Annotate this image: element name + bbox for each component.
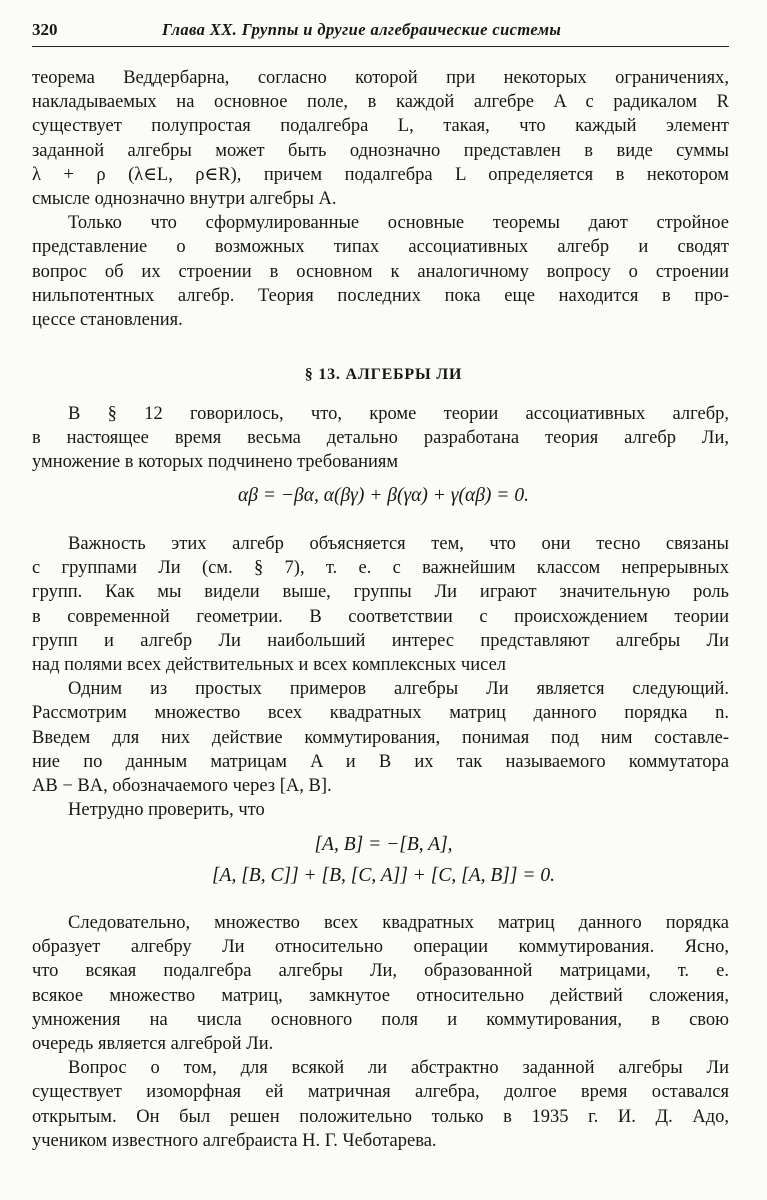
- text-line: в современной геометрии. В соответствии с происхождением теории: [32, 606, 729, 627]
- text-line: существует полупростая подалгебра L, такая, что каждый элемент: [32, 116, 729, 137]
- formula-commutator-antisymmetry: [A, B] = −[B, A],: [314, 834, 453, 855]
- text-line: ние по данным матрицам A и B их так называемого коммутатора: [32, 751, 729, 772]
- text-line: очередь является алгеброй Ли.: [32, 1033, 274, 1054]
- text-line: Нетрудно проверить, что: [68, 800, 265, 821]
- text-line: умножение в которых подчинено требованиям: [32, 452, 399, 473]
- text-line: групп. Как мы видели выше, группы Ли играют значительную роль: [32, 582, 729, 603]
- text-line: представление о возможных типах ассоциативных алгебр и сводят: [32, 237, 729, 258]
- text-line: Следовательно, множество всех квадратных матриц данного порядка: [68, 913, 729, 933]
- text-line: с группами Ли (см. § 7), т. е. с важнейшим классом непрерывных: [32, 558, 729, 579]
- text-line: λ + ρ (λ∈L, ρ∈R), причем подалгебра L определяется в некотором: [32, 164, 729, 185]
- text-line: В § 12 говорилось, что, кроме теории ассоциативных алгебр,: [68, 404, 729, 424]
- running-title: Глава XX. Группы и другие алгебраические системы: [162, 20, 562, 39]
- text-line: существует изоморфная ей матричная алгебра, долгое время оставался: [32, 1082, 729, 1103]
- text-line: накладываемых на основное поле, в каждой алгебре A с радикалом R: [32, 92, 729, 113]
- text-line: вопрос об их строении в основном к аналогичному вопросу о строении: [32, 261, 729, 282]
- formula-lie-axioms: αβ = −βα, α(βγ) + β(γα) + γ(αβ) = 0.: [238, 485, 529, 506]
- text-line: что всякая подалгебра алгебры Ли, образованной матрицами, т. е.: [32, 961, 729, 982]
- text-line: нильпотентных алгебр. Теория последних пока еще находится в про-: [32, 285, 729, 306]
- text-line: в настоящее время весьма детально разработана теория алгебр Ли,: [32, 428, 729, 449]
- text-block-importance: [32, 532, 729, 822]
- text-line: AB − BA, обозначаемого через [A, B].: [32, 775, 332, 796]
- text-line: учеником известного алгебраиста Н. Г. Чеботарева.: [32, 1130, 437, 1151]
- text-line: всякое множество матриц, замкнутое относительно действий сложения,: [32, 985, 729, 1006]
- text-block-wedderburn: [32, 66, 729, 332]
- text-line: над полями всех действительных и всех комплексных чисел: [32, 654, 507, 675]
- text-line: открытым. Он был решен положительно только в 1935 г. И. Д. Адо,: [32, 1106, 729, 1127]
- text-line: групп и алгебр Ли наибольший интерес представляют алгебры Ли: [32, 630, 729, 651]
- text-line: Важность этих алгебр объясняется тем, что они тесно связаны: [68, 534, 729, 554]
- text-block-lie-intro: [32, 402, 729, 475]
- formula-jacobi-identity: [A, [B, C]] + [B, [C, A]] + [C, [A, B]] = 0.: [211, 865, 556, 886]
- text-line: Только что сформулированные основные теоремы дают стройное: [68, 213, 729, 234]
- text-line: Рассмотрим множество всех квадратных матриц данного порядка n.: [32, 703, 729, 724]
- text-line: образует алгебру Ли относительно операции коммутирования. Ясно,: [32, 937, 729, 958]
- text-line: Вопрос о том, для всякой ли абстрактно заданной алгебры Ли: [68, 1058, 729, 1079]
- page-number: 320: [32, 20, 58, 39]
- text-line: Введем для них действие коммутирования, понимая под ним составле-: [32, 727, 729, 748]
- text-line: теорема Веддербарна, согласно которой при некоторых ограничениях,: [32, 68, 729, 88]
- text-line: Одним из простых примеров алгебры Ли является следующий.: [68, 679, 729, 700]
- text-line: смысле однозначно внутри алгебры A.: [32, 188, 337, 209]
- text-line: цессе становления.: [32, 309, 183, 330]
- text-block-matrices: [32, 911, 729, 1153]
- text-line: умножения на числа основного поля и коммутирования, в свою: [32, 1009, 729, 1030]
- section-heading: § 13. АЛГЕБРЫ ЛИ: [304, 366, 463, 383]
- text-line: заданной алгебры может быть однозначно представлен в виде суммы: [32, 140, 729, 161]
- page-header: [32, 20, 729, 47]
